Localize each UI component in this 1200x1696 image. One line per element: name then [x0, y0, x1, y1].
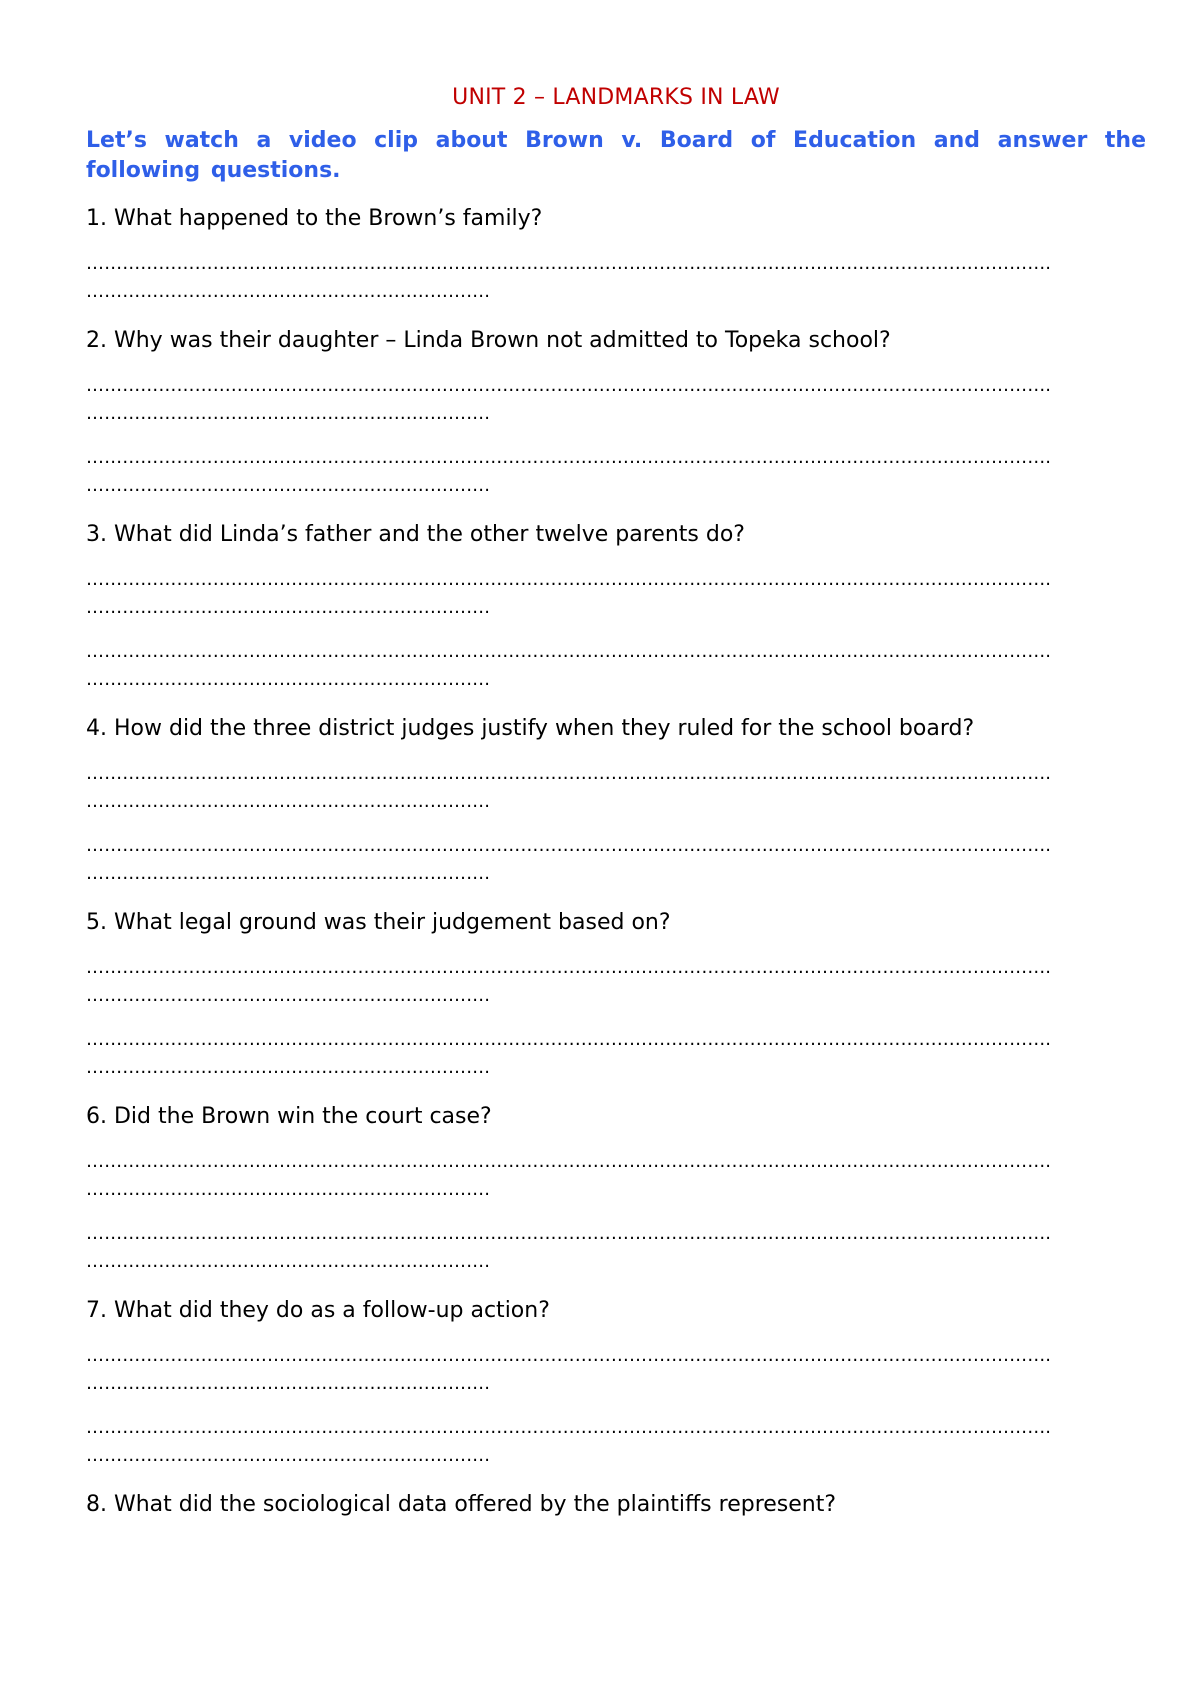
answer-lines: [86, 372, 1146, 428]
answer-dotted-line: …………………………………………………………………………………………………………………………………………….: [86, 1223, 1052, 1244]
answer-dotted-line: …………………………………………………………………………………………………………………………………………….: [86, 253, 1052, 274]
answer-dotted-line: ………………………………………………………….: [86, 985, 491, 1006]
question-block: [86, 520, 1146, 694]
answer-dotted-line: ………………………………………………………….: [86, 1373, 491, 1394]
worksheet-title: UNIT 2 – LANDMARKS IN LAW: [452, 85, 780, 110]
answer-dotted-line: …………………………………………………………………………………………………………………………………………….: [86, 1345, 1052, 1366]
answer-lines: [86, 1220, 1146, 1276]
answer-dotted-line: ………………………………………………………….: [86, 403, 491, 424]
answer-dotted-line: ………………………………………………………….: [86, 1445, 491, 1466]
answer-dotted-line: …………………………………………………………………………………………………………………………………………….: [86, 1417, 1052, 1438]
answer-dotted-line: …………………………………………………………………………………………………………………………………………….: [86, 375, 1052, 396]
question-block: [86, 1296, 1146, 1470]
answer-dotted-line: …………………………………………………………………………………………………………………………………………….: [86, 763, 1052, 784]
answer-dotted-line: ………………………………………………………….: [86, 597, 491, 618]
answer-dotted-line: …………………………………………………………………………………………………………………………………………….: [86, 1151, 1052, 1172]
worksheet-instruction: Let’s watch a video clip about Brown v. Board of Education and answer the following questions.: [86, 128, 1146, 183]
answer-lines: [86, 1148, 1146, 1204]
answer-lines: [86, 1026, 1146, 1082]
answer-lines: [86, 444, 1146, 500]
answer-dotted-line: ………………………………………………………….: [86, 863, 491, 884]
question-block: [86, 908, 1146, 1082]
answer-lines: [86, 638, 1146, 694]
question-block: [86, 1490, 1146, 1520]
answer-dotted-line: …………………………………………………………………………………………………………………………………………….: [86, 569, 1052, 590]
answer-dotted-line: …………………………………………………………………………………………………………………………………………….: [86, 957, 1052, 978]
question-block: [86, 1102, 1146, 1276]
answer-dotted-line: …………………………………………………………………………………………………………………………………………….: [86, 447, 1052, 468]
worksheet-page: [86, 82, 1146, 1540]
answer-lines: [86, 1342, 1146, 1398]
question-text: 1. What happened to the Brown’s family?: [86, 206, 543, 231]
question-block: [86, 204, 1146, 306]
answer-dotted-line: …………………………………………………………………………………………………………………………………………….: [86, 1029, 1052, 1050]
answer-dotted-line: ………………………………………………………….: [86, 475, 491, 496]
question-text: 5. What legal ground was their judgement based on?: [86, 910, 671, 935]
question-text: 4. How did the three district judges justify when they ruled for the school board?: [86, 716, 975, 741]
question-text: 3. What did Linda’s father and the other twelve parents do?: [86, 522, 745, 547]
question-block: [86, 326, 1146, 500]
question-list: [86, 204, 1146, 1520]
question-text: 6. Did the Brown win the court case?: [86, 1104, 492, 1129]
question-text: 7. What did they do as a follow-up action?: [86, 1298, 550, 1323]
answer-lines: [86, 1414, 1146, 1470]
answer-dotted-line: ………………………………………………………….: [86, 669, 491, 690]
answer-dotted-line: …………………………………………………………………………………………………………………………………………….: [86, 641, 1052, 662]
question-text: 8. What did the sociological data offered by the plaintiffs represent?: [86, 1492, 837, 1517]
answer-lines: [86, 760, 1146, 816]
answer-dotted-line: ………………………………………………………….: [86, 1251, 491, 1272]
answer-dotted-line: ………………………………………………………….: [86, 1179, 491, 1200]
answer-lines: [86, 954, 1146, 1010]
answer-dotted-line: ………………………………………………………….: [86, 281, 491, 302]
answer-lines: [86, 566, 1146, 622]
answer-lines: [86, 250, 1146, 306]
answer-lines: [86, 832, 1146, 888]
question-block: [86, 714, 1146, 888]
answer-dotted-line: ………………………………………………………….: [86, 791, 491, 812]
question-text: 2. Why was their daughter – Linda Brown not admitted to Topeka school?: [86, 328, 891, 353]
answer-dotted-line: …………………………………………………………………………………………………………………………………………….: [86, 835, 1052, 856]
answer-dotted-line: ………………………………………………………….: [86, 1057, 491, 1078]
